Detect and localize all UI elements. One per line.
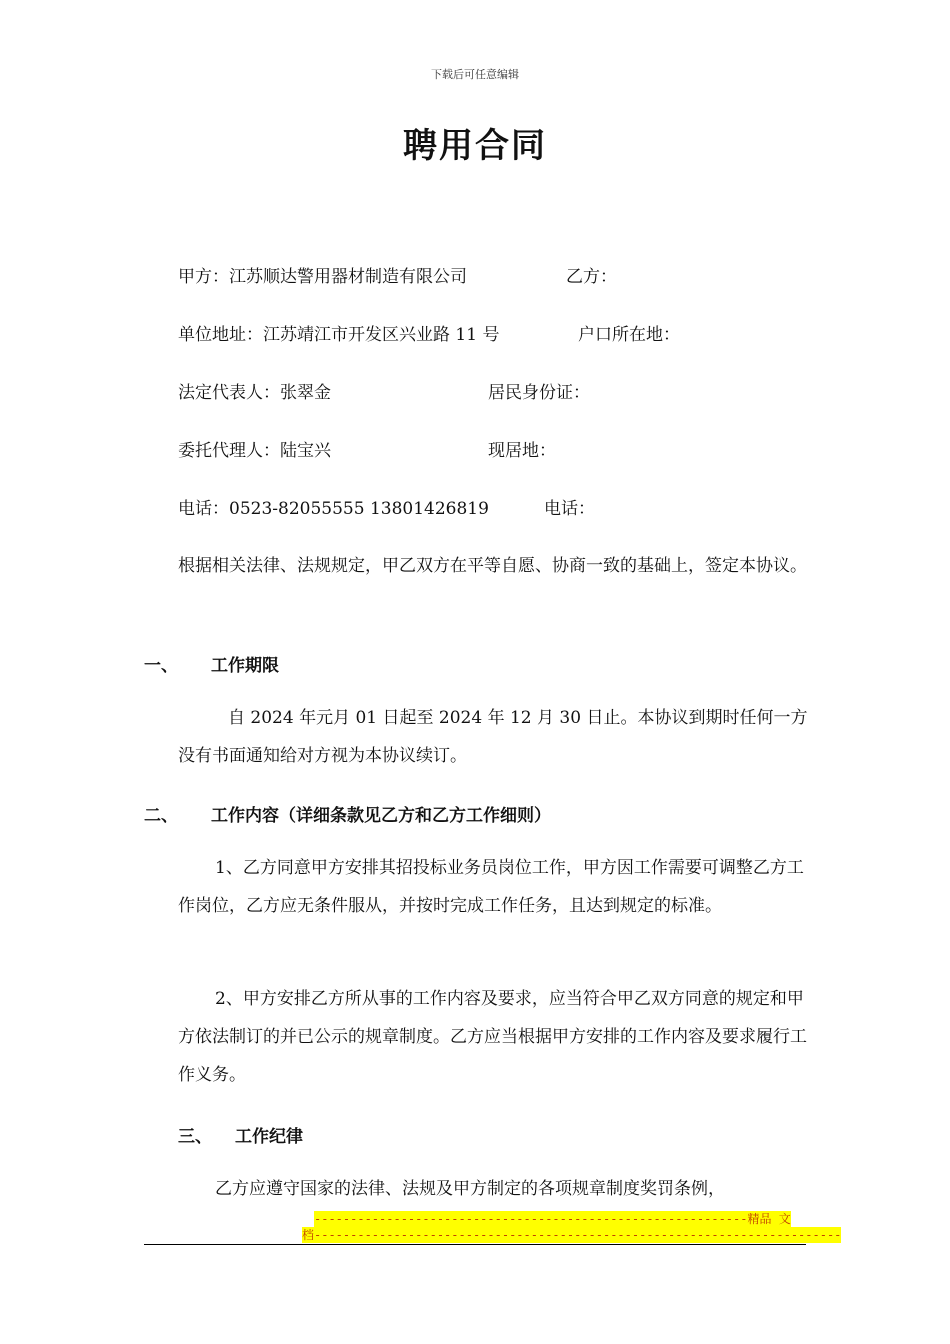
intro-paragraph: 根据相关法律、法规规定，甲乙双方在平等自愿、协商一致的基础上，签定本协议。 xyxy=(178,556,807,576)
party-a-address: 单位地址：江苏靖江市开发区兴业路 11 号 xyxy=(178,325,500,345)
section-2-number: 二、 xyxy=(144,806,178,826)
section-1-number: 一、 xyxy=(144,656,178,676)
party-b-residence: 现居地： xyxy=(488,441,556,461)
section-2-paragraph-2: 2、甲方安排乙方所从事的工作内容及要求，应当符合甲乙双方同意的规定和甲方依法制订的并已公示的规章制度。乙方应当根据甲方安排的工作内容及要求履行工作义务。 xyxy=(178,989,807,1085)
footer-watermark-line-2: 档------------------------------------------------------------------------- xyxy=(302,1228,842,1242)
section-3-title: 工作纪律 xyxy=(235,1127,303,1147)
section-1-title: 工作期限 xyxy=(211,656,279,676)
section-3-number: 三、 xyxy=(178,1127,212,1147)
section-3-paragraph: 乙方应遵守国家的法律、法规及甲方制定的各项规章制度奖罚条例， xyxy=(215,1179,725,1199)
footer-rule xyxy=(144,1244,806,1245)
header-note: 下载后可任意编辑 xyxy=(431,68,519,81)
entrusted-agent: 委托代理人：陆宝兴 xyxy=(178,441,331,461)
section-2-title: 工作内容（详细条款见乙方和乙方工作细则） xyxy=(211,806,551,826)
legal-representative: 法定代表人：张翠金 xyxy=(178,383,331,403)
section-1-paragraph: 自 2024 年元月 01 日起至 2024 年 12 月 30 日止。本协议到期时任何一方没有书面通知给对方视为本协议续订。 xyxy=(178,708,808,766)
section-2-paragraph-1: 1、乙方同意甲方安排其招投标业务员岗位工作，甲方因工作需要可调整乙方工作岗位，乙方应无条件服从，并按时完成工作任务，且达到规定的标准。 xyxy=(178,858,804,916)
party-a-phone: 电话：0523-82055555 13801426819 xyxy=(178,499,489,519)
party-a: 甲方：江苏顺达警用器材制造有限公司 xyxy=(178,267,467,287)
party-b-id-card: 居民身份证： xyxy=(488,383,590,403)
footer-watermark-line-1: ------------------------------------------------------------精品 文 xyxy=(314,1212,791,1226)
party-b-household: 户口所在地： xyxy=(578,325,680,345)
party-b: 乙方： xyxy=(566,267,617,287)
document-title: 聘用合同 xyxy=(403,126,547,166)
party-b-phone: 电话： xyxy=(544,499,595,519)
